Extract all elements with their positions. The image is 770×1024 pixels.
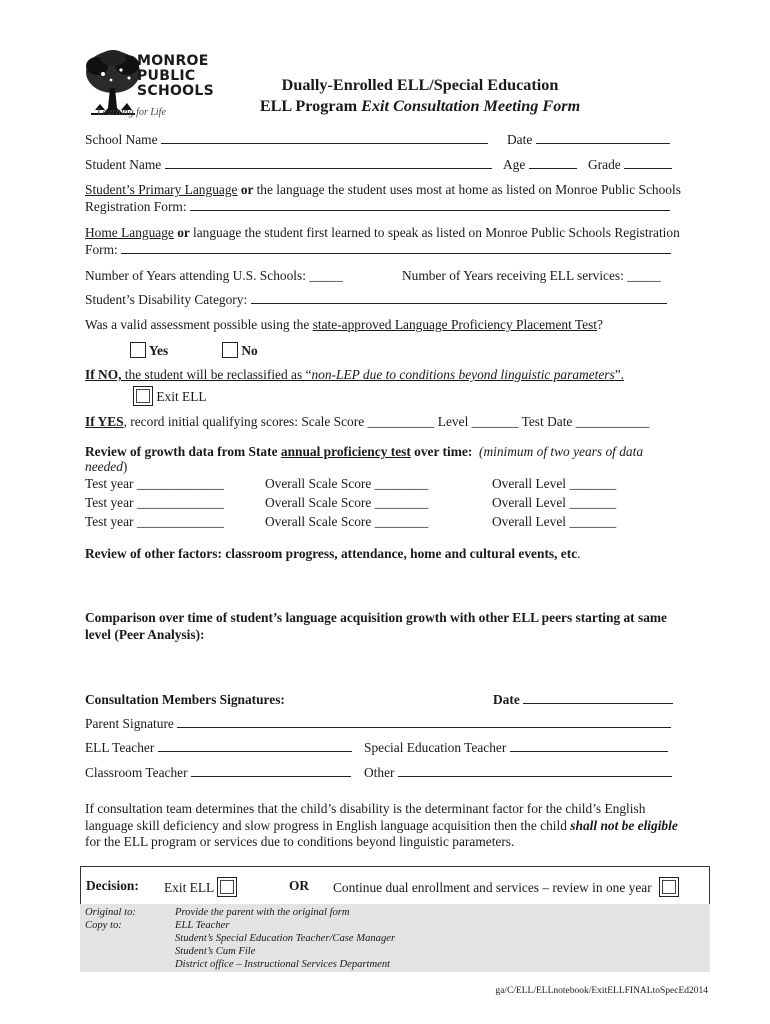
primary-language-label: Student’s Primary Language or the language the student uses most at home as listed on Monroe Public Schools [85,182,681,197]
years-ell-services[interactable]: Number of Years receiving ELL services: _____ [402,268,661,283]
decision-exit-checkbox[interactable] [217,877,237,897]
logo-text: MONROE PUBLIC SCHOOLS [137,53,214,99]
student-name-field[interactable] [165,158,492,169]
yes-option[interactable]: Yes [130,342,168,359]
home-language-field[interactable] [121,243,671,254]
peer-analysis-heading-1: Comparison over time of student’s language acquisition growth with other ELL peers starting at same [85,610,667,625]
date-row: Date [507,132,670,148]
classroom-teacher-row: Classroom Teacher [85,765,351,781]
distribution-item: Student’s Special Education Teacher/Case Manager [175,933,396,944]
overall-level-3[interactable]: Overall Level _______ [492,514,617,529]
district-logo [83,48,213,124]
primary-language-row: Registration Form: [85,199,670,215]
exit-ell-checkbox[interactable] [133,386,153,406]
primary-language-field[interactable] [190,200,670,211]
age-field[interactable] [529,158,577,169]
parent-signature-field[interactable] [177,717,671,728]
disability-row: Student’s Disability Category: [85,292,667,308]
sped-teacher-row: Special Education Teacher [364,740,668,756]
sped-teacher-field[interactable] [510,741,668,752]
test-year-2[interactable]: Test year _____________ [85,495,224,510]
home-language-row: Form: [85,242,671,258]
test-year-3[interactable]: Test year _____________ [85,514,224,529]
if-yes-statement: If YES, record initial qualifying scores: Scale Score __________ Level _______ Test Date ___________ [85,414,650,429]
decision-label: Decision: [86,878,139,893]
overall-level-2[interactable]: Overall Level _______ [492,495,617,510]
classroom-teacher-field[interactable] [191,766,351,777]
overall-level-1[interactable]: Overall Level _______ [492,476,617,491]
copy-to-label: Copy to: [85,920,122,931]
form-title: Dually-Enrolled ELL/Special Education [281,76,559,94]
distribution-box [80,904,710,972]
other-factors-heading: Review of other factors: classroom progress, attendance, home and cultural events, etc. [85,546,581,561]
no-option[interactable]: No [222,342,258,359]
form-subtitle: ELL Program Exit Consultation Meeting Form [259,97,581,115]
logo-tagline: Learning for Life [97,107,166,118]
test-year-1[interactable]: Test year _____________ [85,476,224,491]
school-name-row: School Name [85,132,488,148]
other-signature-field[interactable] [398,766,672,777]
scale-score-3[interactable]: Overall Scale Score ________ [265,514,429,529]
yes-checkbox[interactable] [130,342,146,358]
years-us-schools[interactable]: Number of Years attending U.S. Schools: _____ [85,268,343,283]
disability-field[interactable] [251,293,667,304]
signatures-heading: Consultation Members Signatures: [85,692,285,707]
assessment-question: Was a valid assessment possible using the state-approved Language Proficiency Placement Test? [85,317,603,332]
grade-field[interactable] [624,158,672,169]
distribution-item: District office – Instructional Services Department [175,959,391,970]
exit-ell-option[interactable]: Exit ELL [133,386,207,406]
distribution-item: Provide the parent with the original form [175,907,350,918]
distribution-item: ELL Teacher [175,920,230,931]
decision-box [80,866,710,904]
school-name-field[interactable] [161,133,488,144]
home-language-label: Home Language or language the student first learned to speak as listed on Monroe Public Schools Registration [85,225,680,240]
peer-analysis-heading-2: level (Peer Analysis): [85,627,205,642]
signature-date-row: Date [493,692,673,708]
parent-signature-row: Parent Signature [85,716,671,732]
decision-continue-option[interactable]: Continue dual enrollment and services – review in one year [333,877,679,897]
student-name-row: Student Name [85,157,492,173]
decision-or: OR [289,878,310,893]
growth-heading: Review of growth data from State annual proficiency test over time: (minimum of two years of data [85,444,644,459]
date-field[interactable] [536,133,670,144]
growth-note: needed) [85,459,128,474]
eligibility-statement: If consultation team determines that the child’s disability is the determinant factor for the child’s English language skill deficiency and slow progress in English language acquisition then the child shall not be eligible for the ELL program or services due to conditions beyond linguistic parameters. [85,801,678,849]
age-row: Age [503,157,577,173]
original-to-label: Original to: [85,907,136,918]
other-signature-row: Other [364,765,672,781]
if-no-statement: If NO, the student will be reclassified as “non-LEP due to conditions beyond linguistic parameters”. [85,367,625,382]
decision-continue-checkbox[interactable] [659,877,679,897]
scale-score-1[interactable]: Overall Scale Score ________ [265,476,429,491]
ell-teacher-field[interactable] [158,741,352,752]
scale-score-2[interactable]: Overall Scale Score ________ [265,495,429,510]
file-path-footer: ga/C/ELL/ELLnotebook/ExitELLFINALtoSpecEd2014 [495,986,708,996]
distribution-item: Student’s Cum File [175,946,256,957]
decision-exit-option[interactable]: Exit ELL [164,877,237,897]
grade-row: Grade [588,157,672,173]
signature-date-field[interactable] [523,693,673,704]
no-checkbox[interactable] [222,342,238,358]
ell-teacher-row: ELL Teacher [85,740,352,756]
